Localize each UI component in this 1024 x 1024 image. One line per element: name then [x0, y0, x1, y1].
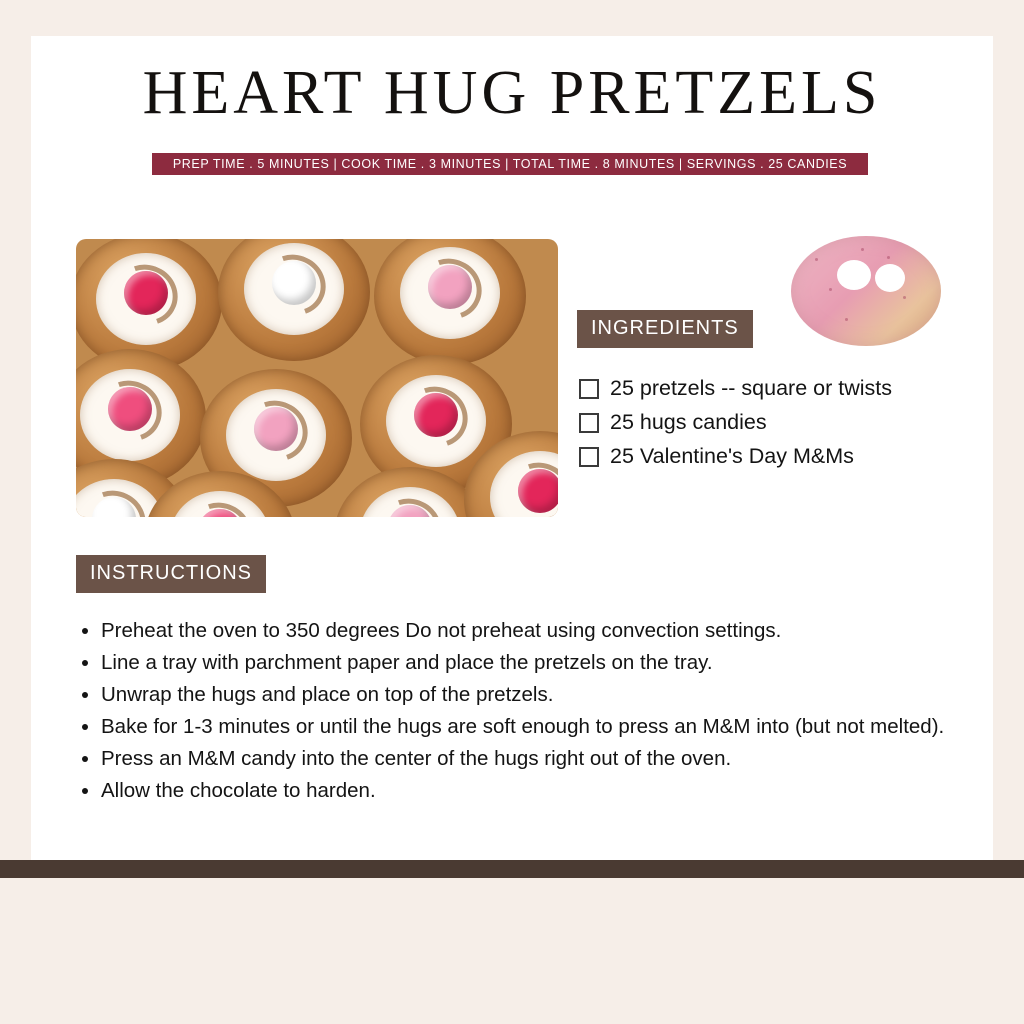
instructions-heading: INSTRUCTIONS — [76, 555, 266, 593]
recipe-card — [31, 36, 993, 860]
pretzel-candy — [254, 407, 298, 451]
illustration-knot — [837, 260, 871, 290]
ingredient-item[interactable] — [579, 376, 979, 401]
ingredients-list — [579, 376, 979, 478]
ingredient-checkbox[interactable] — [579, 447, 599, 467]
instruction-step: • Allow the chocolate to harden. — [101, 776, 976, 806]
illustration-sprinkle — [815, 258, 818, 261]
ingredient-checkbox[interactable] — [579, 413, 599, 433]
pretzel-candy — [428, 265, 472, 309]
recipe-photo — [76, 239, 558, 517]
illustration-sprinkle — [829, 288, 832, 291]
instruction-step: • Line a tray with parchment paper and place the pretzels on the tray. — [101, 648, 976, 678]
illustration-sprinkle — [903, 296, 906, 299]
ingredient-item[interactable] — [579, 410, 979, 435]
ingredient-label: 25 hugs candies — [610, 410, 767, 434]
ingredient-label: 25 Valentine's Day M&Ms — [610, 444, 854, 468]
illustration-sprinkle — [887, 256, 890, 259]
pretzel-illustration-icon — [791, 226, 941, 356]
pretzel-candy — [518, 469, 558, 513]
illustration-body — [791, 236, 941, 346]
instruction-step: • Unwrap the hugs and place on top of the pretzels. — [101, 680, 976, 710]
illustration-knot — [875, 264, 905, 292]
footer-bar — [0, 860, 1024, 878]
photo-pretzel — [456, 425, 558, 517]
ingredient-label: 25 pretzels -- square or twists — [610, 376, 892, 400]
illustration-sprinkle — [861, 248, 864, 251]
instruction-step: • Bake for 1-3 minutes or until the hugs are soft enough to press an M&M into (but not melted). — [101, 712, 976, 742]
photo-pretzel — [136, 465, 304, 517]
instruction-step: • Press an M&M candy into the center of the hugs right out of the oven. — [101, 744, 976, 774]
pretzel-candy — [108, 387, 152, 431]
pretzel-candy — [272, 261, 316, 305]
photo-pretzel — [210, 239, 378, 367]
photo-pretzel-grid — [76, 239, 558, 517]
pretzel-candy — [124, 271, 168, 315]
instruction-step: • Preheat the oven to 350 degrees Do not preheat using convection settings. — [101, 616, 976, 646]
page-title: HEART HUG PRETZELS — [142, 59, 882, 127]
recipe-meta-bar: PREP TIME . 5 MINUTES | COOK TIME . 3 MINUTES | TOTAL TIME . 8 MINUTES | SERVINGS . 25 CANDIES — [152, 153, 868, 175]
ingredient-item[interactable] — [579, 444, 979, 469]
pretzel-candy — [414, 393, 458, 437]
illustration-sprinkle — [845, 318, 848, 321]
ingredients-heading: INGREDIENTS — [577, 310, 753, 348]
instructions-list — [61, 616, 976, 808]
ingredient-checkbox[interactable] — [579, 379, 599, 399]
